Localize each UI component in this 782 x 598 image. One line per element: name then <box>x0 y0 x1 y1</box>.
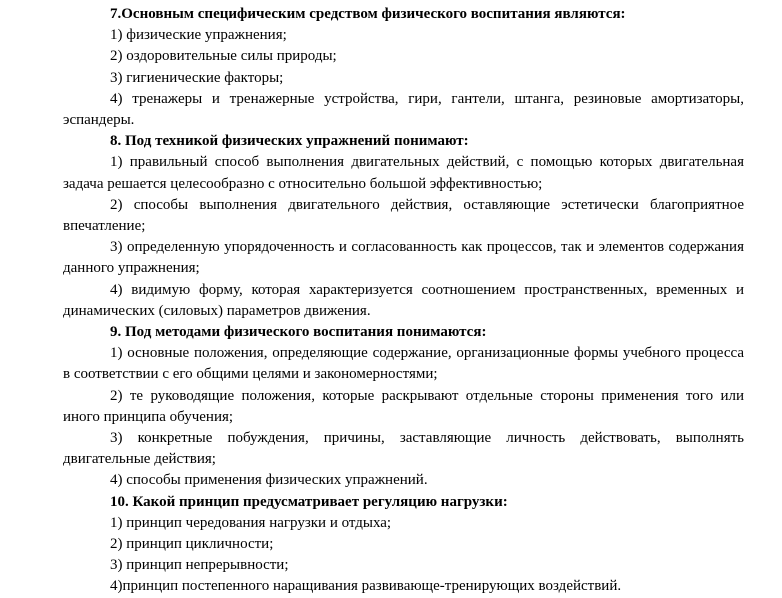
question-title: 10. Какой принцип предусматривает регуляцию нагрузки: <box>110 493 508 510</box>
question-7 <box>63 4 744 131</box>
question-title: 9. Под методами физического воспитания понимаются: <box>110 324 487 341</box>
answer-option: 3) гигиенические факторы; <box>110 69 284 86</box>
question-10 <box>63 492 744 598</box>
answer-option: 3) принцип непрерывности; <box>110 557 289 574</box>
question-8 <box>63 131 744 322</box>
answer-option: 3) конкретные побуждения, причины, заставляющие личность действовать, выполнять двигательные действия; <box>63 430 744 468</box>
answer-option: 4)принцип постепенного наращивания развивающе-тренирующих воздействий. <box>110 578 622 595</box>
question-title: 8. Под техникой физических упражнений понимают: <box>110 133 469 150</box>
answer-option: 4) видимую форму, которая характеризуется соотношением пространственных, временных и динамических (силовых) параметров движения. <box>63 281 744 319</box>
answer-option: 1) принцип чередования нагрузки и отдыха; <box>110 514 392 531</box>
answer-option: 1) физические упражнения; <box>110 27 287 44</box>
answer-option: 1) правильный способ выполнения двигательных действий, с помощью которых двигательная задача решается целесообразно с относительно большой эффективностью; <box>63 154 744 192</box>
answer-option: 3) определенную упорядоченность и согласованность как процессов, так и элементов содержания данного упражнения; <box>63 239 744 277</box>
answer-option: 4) способы применения физических упражнений. <box>110 472 428 489</box>
answer-option: 1) основные положения, определяющие содержание, организационные формы учебного процесса в соответствии с его общими целями и закономерностями; <box>63 345 744 383</box>
answer-option: 4) тренажеры и тренажерные устройства, гири, гантели, штанга, резиновые амортизаторы, эспандеры. <box>63 90 744 129</box>
document-page <box>63 0 744 598</box>
answer-option: 2) те руководящие положения, которые раскрывают отдельные стороны применения того или иного принципа обучения; <box>63 387 744 425</box>
answer-option: 2) способы выполнения двигательного действия, оставляющие эстетически благоприятное впечатление; <box>63 196 744 235</box>
question-9 <box>63 322 744 492</box>
answer-option: 2) принцип цикличности; <box>110 536 274 553</box>
question-title: 7.Основным специфическим средством физического воспитания являются: <box>110 6 626 22</box>
answer-option: 2) оздоровительные силы природы; <box>110 48 337 65</box>
